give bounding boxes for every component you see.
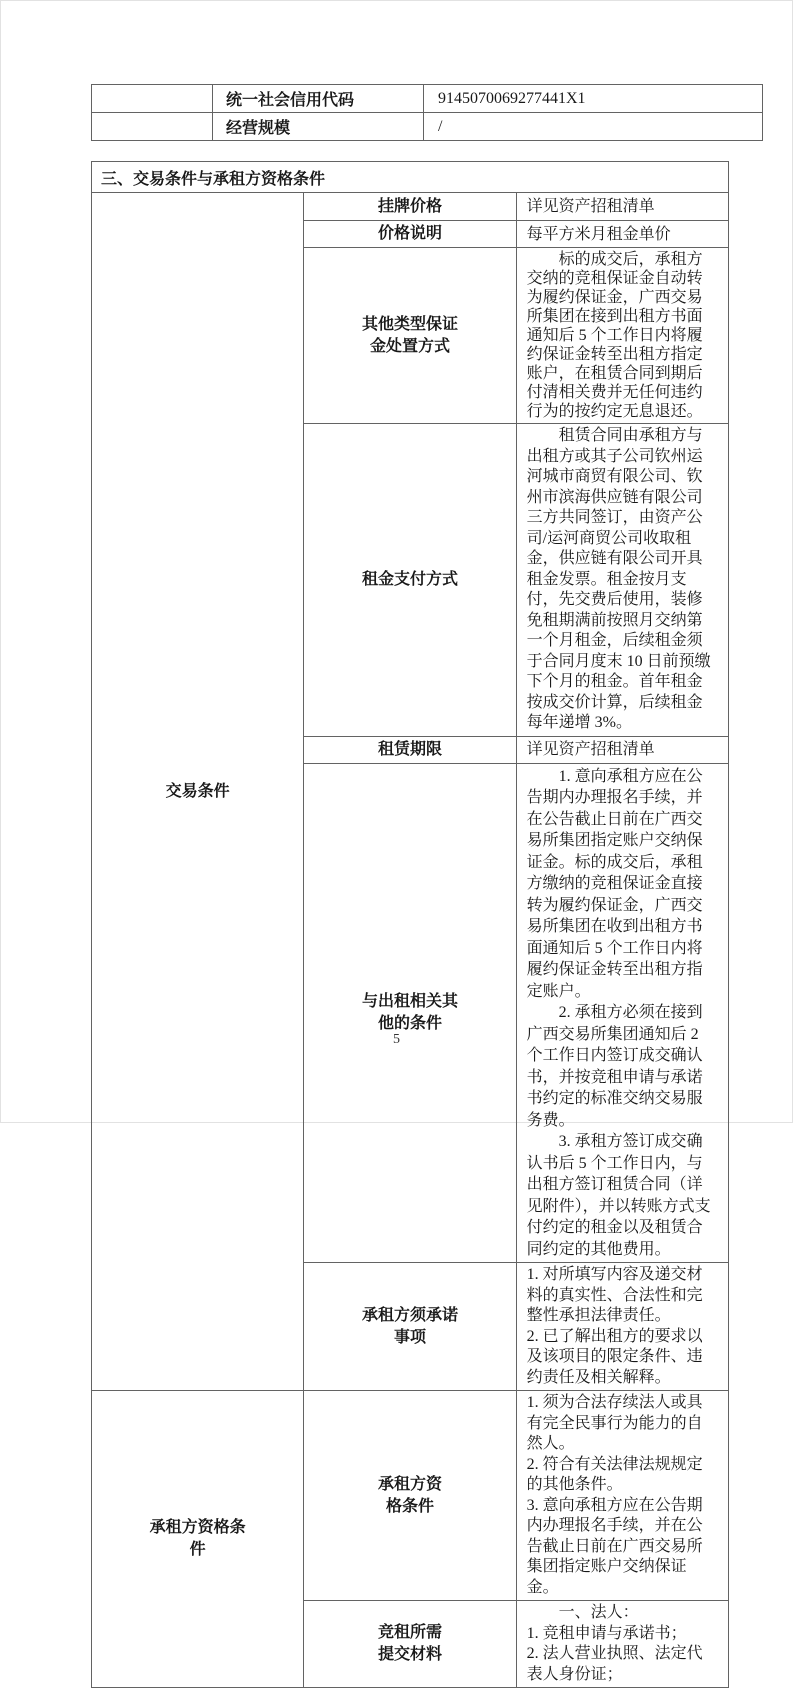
label-line: 承租方资 [377,1475,442,1493]
paragraph: 3. 承租方签订成交确认书后 5 个工作日内，与出租方签订租赁合同（详见附件），并以转账方式支付约定的租金以及租赁合同约定的其他费用。 [526,1133,711,1258]
field-value-other-lease-conditions [516,763,728,1263]
label-line: 与出租相关其 [361,992,458,1010]
label-line: 件 [189,1541,206,1558]
business-scale-value: / [424,113,763,141]
paragraph: 详见资产招租清单 [526,741,655,758]
paragraph: 1. 竞租申请与承诺书； [526,1624,687,1642]
field-label-other-lease-conditions [304,763,516,1263]
empty-spanner-cell [92,113,213,141]
field-value-price-note [516,221,728,248]
table-row [92,113,763,141]
paragraph: 1. 对所填写内容及递交材料的真实性、合法性和完整性承担法律责任。 [526,1266,703,1324]
field-label-lessee-commitments [304,1263,516,1391]
field-label-price-note [304,221,516,248]
paragraph: 一、法人： [558,1604,639,1621]
group-label-trade-conditions: 交易条件 [92,193,304,1391]
field-value-bidding-materials [516,1601,728,1688]
label-line: 提交材料 [377,1646,442,1663]
field-label-bidding-materials [304,1601,516,1688]
field-label-rent-payment [304,424,516,737]
paragraph: 2. 符合有关法律法规规定的其他条件。 [526,1455,703,1493]
label-line: 事项 [393,1328,426,1346]
page-number: 5 [393,1032,400,1047]
label-line: 价格说明 [377,225,442,242]
paragraph: 1. 意向承租方应在公告期内办理报名手续，并在公告截止日前在广西交易所集团指定账户交纳保证金。标的成交后，承租方缴纳的竞租保证金直接转为履约保证金，广西交易所集团在收到出租方书面通知后 5 个工作日内将履约保证金转至出租方指定账户。 [526,767,703,1000]
conditions-table [91,161,729,1688]
field-value-rent-payment [516,424,728,737]
paragraph: 租赁合同由承租方与出租方或其子公司钦州运河城市商贸有限公司、钦州市滨海供应链有限公司三方共同签订，由资产公司/运河商贸公司收取租金，供应链有限公司开具租金发票。租金按月支付，先交费后使用，装修免租期满前按照月交纳第一个月租金，后续租金须于合同月度末 10 日前预缴下个月的租金。首年租金按成交价计算，后续租金每年递增 3%。 [526,427,711,731]
paragraph: 2. 承租方必须在接到广西交易所集团通知后 2 个工作日内签订成交确认书，并按竞租申请与承诺书约定的标准交纳交易服务费。 [526,1004,703,1129]
credit-code-label: 统一社会信用代码 [213,85,424,113]
paragraph: 每平方米月租金单价 [526,225,671,243]
field-label-listing-price [304,193,516,221]
field-value-lessee-commitments [516,1263,728,1391]
credit-code-value: 9145070069277441X1 [424,85,763,113]
table-row [92,85,763,113]
label-line: 他的条件 [377,1014,442,1032]
field-value-qualification-conditions [516,1391,728,1601]
empty-spanner-cell [92,85,213,113]
label-line: 租赁期限 [377,740,442,758]
table-row [92,162,729,193]
paragraph: 3. 意向承租方应在公告期内办理报名手续，并在公告截止日前在广西交易所集团指定账户交纳保证金。 [526,1496,703,1596]
table-row [92,1391,729,1601]
label-line: 竞租所需 [377,1624,442,1641]
field-value-listing-price [516,193,728,221]
paragraph: 1. 须为合法存续法人或具有完全民事行为能力的自然人。 [526,1394,703,1452]
label-line: 承租方资格条 [149,1519,246,1536]
field-label-lease-term [304,736,516,763]
paragraph: 2. 已了解出租方的要求以及该项目的限定条件、违约责任及相关解释。 [526,1327,703,1386]
label-line: 格条件 [385,1497,434,1515]
section-title: 三、交易条件与承租方资格条件 [92,162,729,193]
label-line: 租金支付方式 [361,570,458,588]
group-label-lessee-qualification [92,1391,304,1688]
label-line: 金处置方式 [369,337,450,355]
field-label-deposit-handling [304,248,516,424]
table-row [92,193,729,221]
credit-code-table [91,84,763,141]
paragraph: 标的成交后，承租方交纳的竞租保证金自动转为履约保证金，广西交易所集团在接到出租方书面通知后 5 个工作日内将履约保证金转至出租方指定账户，在租赁合同到期后付清相关费并无任何违约行为的按约定无息退还。 [526,251,703,420]
paragraph: 2. 法人营业执照、法定代表人身份证； [526,1645,703,1683]
label-line: 挂牌价格 [377,197,442,215]
field-label-qualification-conditions [304,1391,516,1601]
label-line: 其他类型保证 [361,315,458,333]
label-line: 承租方须承诺 [361,1306,458,1324]
paragraph: 详见资产招租清单 [526,198,655,215]
field-value-deposit-handling [516,248,728,424]
field-value-lease-term [516,736,728,763]
business-scale-label: 经营规模 [213,113,424,141]
